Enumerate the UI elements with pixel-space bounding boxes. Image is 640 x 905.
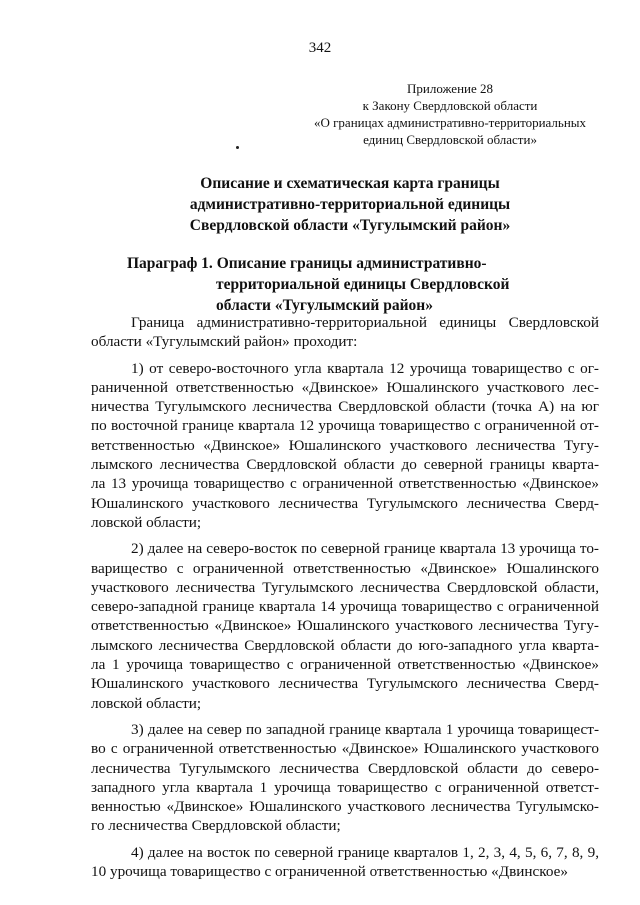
paragraph (91, 843, 599, 882)
body-text (91, 313, 599, 888)
paragraph-line: го лесничества Свердловской области; (91, 817, 341, 835)
paragraph-line: 4) далее на восток по северной границе кварталов 1, 2, 3, 4, 5, 6, 7, 8, 9, (131, 843, 599, 861)
paragraph-line: ветственностью «Двинское» Юшалинского участкового лесничества Тугу- (91, 436, 599, 454)
paragraph-line: Юшалинского участкового лесничества Тугулымского лесничества Сверд- (91, 675, 599, 693)
stray-dot-mark (236, 146, 239, 149)
title-line: Описание и схематическая карта границы (200, 175, 500, 192)
paragraph-line: ла 1 урочища товарищество с ограниченной ответственностью «Двинское» (91, 656, 599, 674)
paragraph-line: варищество с ограниченной ответственностью «Двинское» Юшалинского (91, 559, 599, 577)
paragraph-line: лымского лесничества Свердловской области до северной границы кварта- (91, 456, 599, 474)
paragraph-line: 3) далее на север по западной границе квартала 1 урочища товарищест- (131, 720, 599, 738)
paragraph-line: лесничества Тугулымского лесничества Свердловской области до северо- (91, 759, 599, 777)
document-title (120, 173, 580, 236)
paragraph-line: венностью «Двинское» Юшалинского участкового лесничества Тугулымско- (91, 798, 599, 816)
paragraph-line: лымского лесничества Свердловской области до юго-западного угла кварта- (91, 636, 599, 654)
section-number: Параграф 1. (127, 255, 213, 272)
appendix-line: Приложение 28 (406, 81, 494, 96)
paragraph (91, 720, 599, 836)
paragraph-line: западного угла квартала 1 урочища товарищество с ограниченной ответст- (91, 778, 599, 796)
section-heading (127, 253, 547, 316)
page-number: 342 (308, 40, 332, 56)
paragraph-line: северо-западной границе квартала 14 урочища товарищество с ограниченной (91, 598, 599, 616)
title-line: Свердловской области «Тугулымский район» (189, 217, 511, 234)
paragraph-line: 10 урочища товарищество с ограниченной ответственностью «Двинское» (91, 863, 568, 881)
paragraph-line: во с ограниченной ответственностью «Двинское» Юшалинского участкового (91, 740, 599, 758)
paragraph (91, 539, 599, 713)
paragraph-line: раниченной ответственностью «Двинское» Юшалинского участкового лес- (91, 378, 599, 396)
paragraph-line: ничества Тугулымского лесничества Свердловской области (точка А) на юг (91, 398, 599, 416)
section-heading-line: области «Тугулымский район» (216, 297, 433, 314)
paragraph (91, 359, 599, 533)
paragraph-line: 1) от северо-восточного угла квартала 12 урочища товарищество с ог- (131, 359, 599, 377)
paragraph-line: ответственностью «Двинское» Юшалинского участкового лесничества Тугу- (91, 617, 599, 635)
paragraph-line: участкового лесничества Тугулымского лесничества Свердловской области, (91, 578, 599, 596)
paragraph-line: Юшалинского участкового лесничества Тугулымского лесничества Сверд- (91, 494, 599, 512)
appendix-line: к Закону Свердловской области (362, 98, 538, 113)
paragraph-line: Граница административно-территориальной единицы Свердловской (131, 314, 599, 331)
paragraph-line: по восточной границе квартала 12 урочища товарищество с ограниченной от- (91, 417, 599, 435)
appendix-line: «О границах административно-территориальных (313, 115, 587, 130)
paragraph (91, 313, 599, 352)
section-heading-line: территориальной единицы Свердловской (216, 276, 510, 293)
appendix-reference (300, 80, 600, 148)
paragraph-line: области «Тугулымский район» проходит: (91, 333, 358, 351)
section-heading-line: Описание границы административно- (216, 255, 487, 272)
paragraph-line: ловской области; (91, 694, 202, 712)
paragraph-line: ловской области; (91, 513, 202, 531)
appendix-line: единиц Свердловской области» (363, 132, 537, 147)
paragraph-line: 2) далее на северо-восток по северной границе квартала 13 урочища то- (131, 540, 599, 558)
title-line: административно-территориальной единицы (189, 196, 511, 213)
paragraph-line: ла 13 урочища товарищество с ограниченной ответственностью «Двинское» (91, 475, 599, 493)
